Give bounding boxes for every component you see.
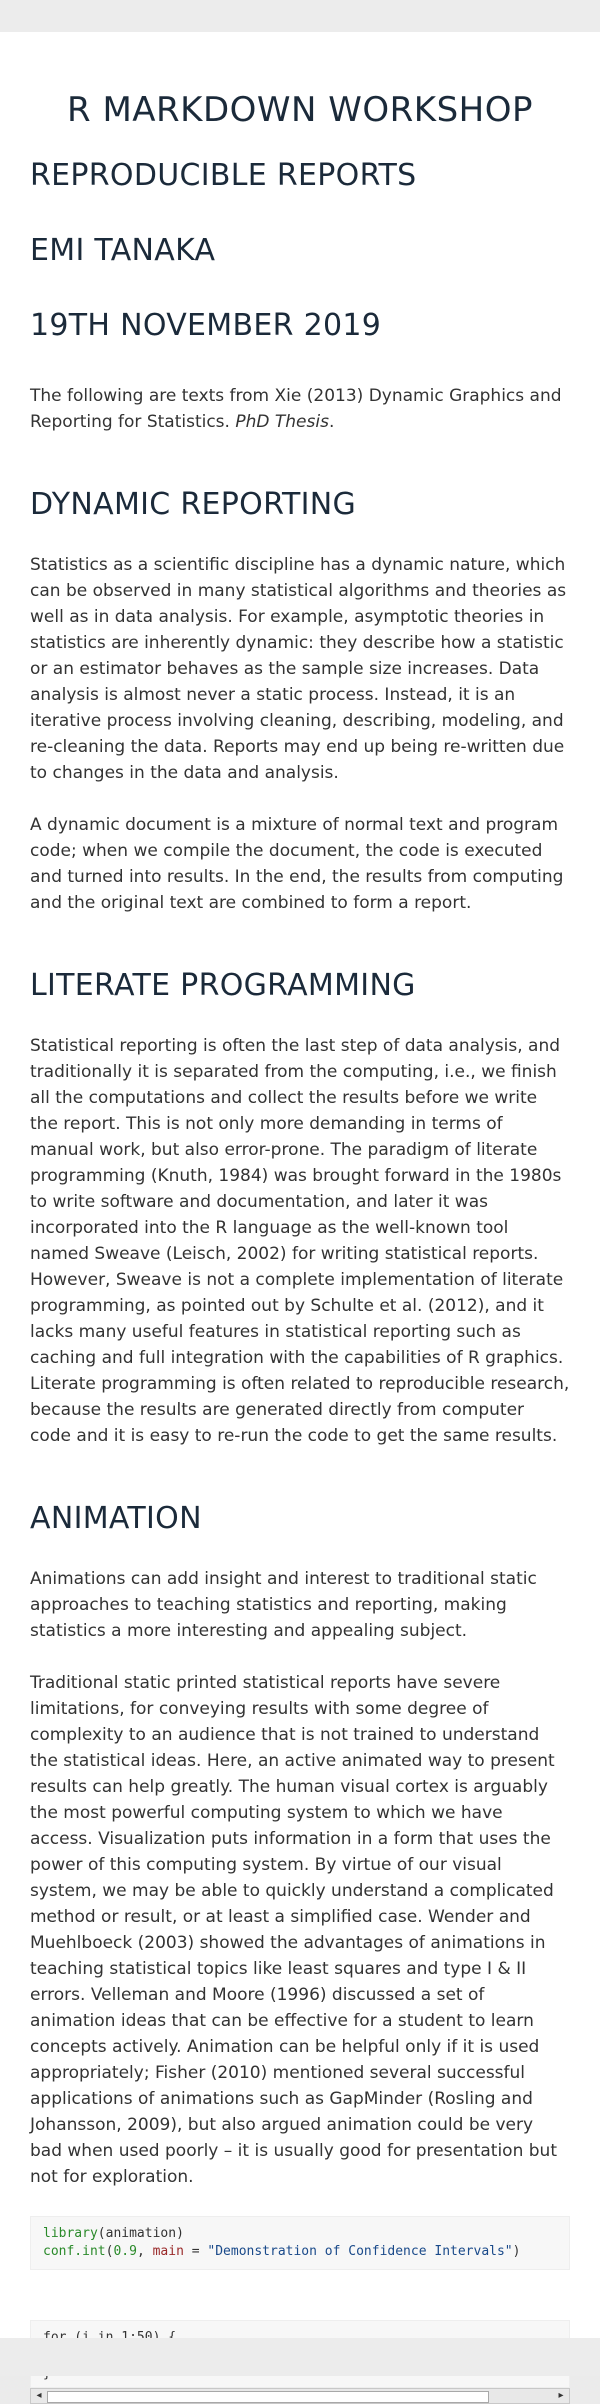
horizontal-scrollbar[interactable] [30,2388,570,2404]
intro-emphasis: PhD Thesis [235,412,329,432]
paragraph: A dynamic document is a mixture of normal text and program code; when we compile the document, the code is executed and turned into results. In the end, the results from computing and the original text are combined to form a report. [30,815,564,913]
paragraph: Animations can add insight and interest to traditional static approaches to teaching statistics and reporting, making statistics a more interesting and appealing subject. [30,1569,537,1641]
scroll-right-arrow-icon[interactable]: ▸ [558,2390,564,2401]
author: EMI TANAKA [30,233,216,268]
section-literate-programming [30,968,570,1449]
paragraph: Statistics as a scientific discipline has a dynamic nature, which can be observed in many statistical algorithms and theories as well as in data analysis. For example, asymptotic theories in statistics are inherently dynamic: they describe how a statistic or an estimator behaves as the sample size increases. Data analysis is almost never a static process. Instead, it is an iterative process involving cleaning, describing, modeling, and re-cleaning the data. Reports may end up being re-written due to changes in the data and analysis. [30,555,567,783]
scrollbar-thumb[interactable] [47,2391,489,2403]
section-dynamic-reporting [30,487,570,916]
date: 19TH NOVEMBER 2019 [30,308,382,343]
bottom-margin [0,2338,600,2376]
paragraph: Statistical reporting is often the last step of data analysis, and traditionally it is separated from the computing, i.e., we finish all the computations and collect the results before we write the report. This is not only more demanding in terms of manual work, but also error-prone. The paradigm of literate programming (Knuth, 1984) was brought forward in the 1980s to write software and documentation, and later it was incorporated into the R language as the well-known tool named Sweave (Leisch, 2002) for writing statistical reports. However, Sweave is not a complete implementation of literate programming, as pointed out by Schulte et al. (2012), and it lacks many useful features in statistical reporting such as caching and full integration with the capabilities of R graphics. Literate programming is often related to reproducible research, because the results are generated directly from computer code and it is easy to re-run the code to get the same results. [30,1036,570,1446]
page-subtitle: REPRODUCIBLE REPORTS [30,158,417,193]
section-animation [30,1501,570,2190]
code-block-library[interactable]: library(animation) conf.int(0.9, main = "Demonstration of Confidence Intervals") [30,2216,570,2270]
scroll-left-arrow-icon[interactable]: ◂ [36,2390,42,2401]
section-heading: ANIMATION [30,1501,202,1536]
top-margin [0,0,600,32]
document-page [0,32,600,2401]
paragraph: Traditional static printed statistical reports have severe limitations, for conveying results with some degree of complexity to an audience that is not trained to understand the statistical ideas. Here, an active animated way to present results can help greatly. The human visual cortex is arguably the most powerful computing system to which we have access. Visualization puts information in a form that uses the power of this computing system. By virtue of our visual system, we may be able to quickly understand a complicated method or result, or at least a simplified case. Wender and Muehlboeck (2003) showed the advantages of animations in teaching statistical topics like least squares and type I & II errors. Velleman and Moore (1996) discussed a set of animation ideas that can be effective for a student to learn concepts actively. Animation can be helpful only if it is used appropriately; Fisher (2010) mentioned several successful applications of animations such as GapMinder (Rosling and Johansson, 2009), but also argued animation could be very bad when used poorly – it is usually good for presentation but not for exploration. [30,1673,557,2187]
page-title: R MARKDOWN WORKSHOP [67,90,533,130]
section-heading: LITERATE PROGRAMMING [30,968,416,1003]
section-heading: DYNAMIC REPORTING [30,487,357,522]
intro-paragraph: The following are texts from Xie (2013) Dynamic Graphics and Reporting for Statistics. PhD Thesis. [30,386,562,432]
